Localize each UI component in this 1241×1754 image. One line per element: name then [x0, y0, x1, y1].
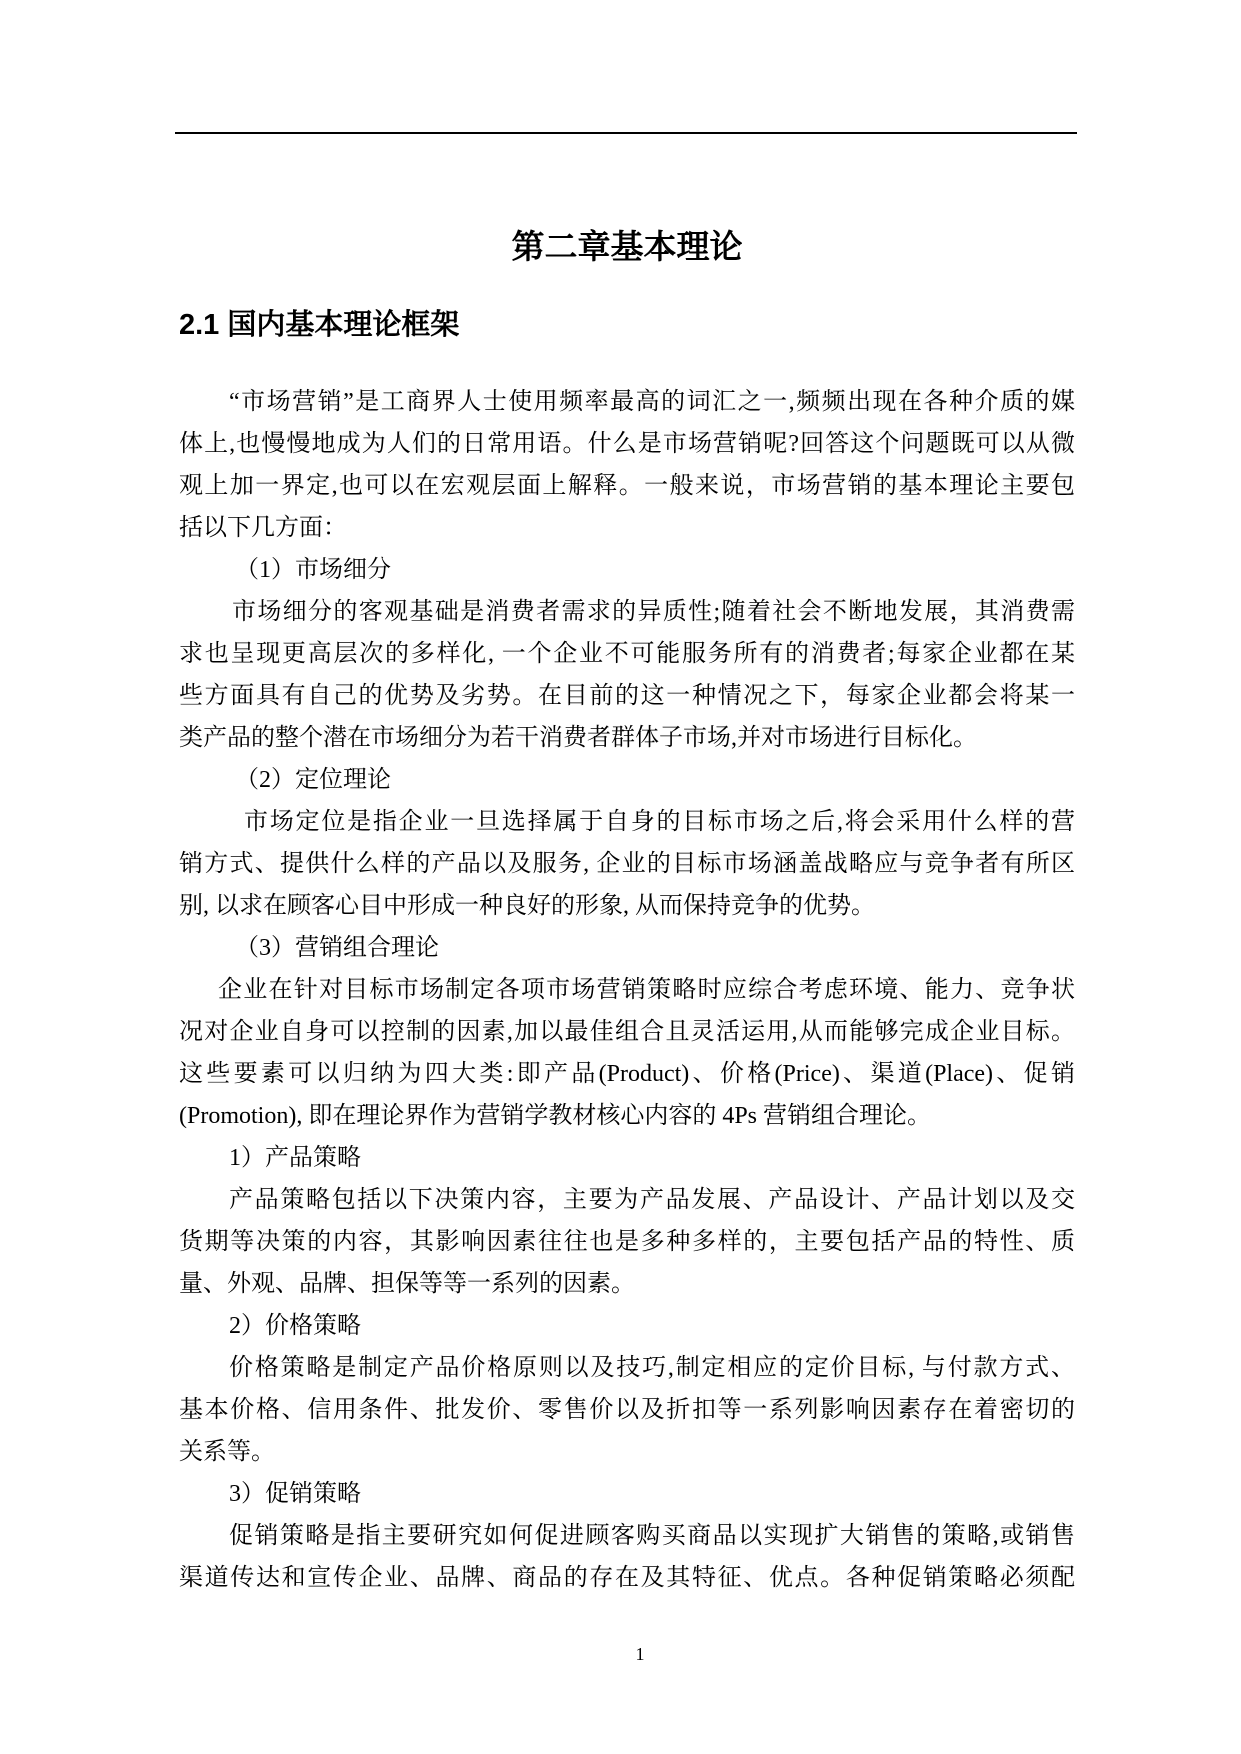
paragraph-line: 求也呈现更高层次的多样化, 一个企业不可能服务所有的消费者;每家企业都在某: [179, 641, 1075, 667]
subheading: 2）价格策略: [229, 1313, 361, 1339]
subheading: （1）市场细分: [235, 557, 391, 583]
paragraph-line: 观上加一界定,也可以在宏观层面上解释。一般来说，市场营销的基本理论主要包: [179, 473, 1075, 499]
paragraph-line: 这些要素可以归纳为四大类:即产品(Product)、价格(Price)、渠道(Place)、促销: [179, 1061, 1075, 1087]
subheading: 3）促销策略: [229, 1481, 361, 1507]
paragraph-line: 销方式、提供什么样的产品以及服务, 企业的目标市场涵盖战略应与竞争者有所区: [179, 851, 1075, 877]
paragraph-line: (Promotion), 即在理论界作为营销学教材核心内容的 4Ps 营销组合理论。: [179, 1103, 932, 1129]
section-market-segmentation: [179, 549, 1075, 759]
paragraph-intro: [179, 381, 1075, 549]
paragraph-line: “市场营销”是工商界人士使用频率最高的词汇之一,频频出现在各种介质的媒: [229, 389, 1075, 415]
paragraph-line: 类产品的整个潜在市场细分为若干消费者群体子市场,并对市场进行目标化。: [179, 725, 977, 751]
paragraph-line: 产品策略包括以下决策内容，主要为产品发展、产品设计、产品计划以及交: [229, 1187, 1075, 1213]
paragraph-line: 些方面具有自己的优势及劣势。在目前的这一种情况之下，每家企业都会将某一: [179, 683, 1075, 709]
body-text: [179, 381, 1075, 1599]
paragraph-line: 括以下几方面：: [179, 515, 347, 541]
paragraph-line: 关系等。: [179, 1439, 275, 1465]
chapter-title: 第二章基本理论: [511, 228, 743, 265]
section-product-strategy: [179, 1137, 1075, 1305]
paragraph-line: 体上,也慢慢地成为人们的日常用语。什么是市场营销呢?回答这个问题既可以从微: [179, 431, 1075, 457]
paragraph-line: 货期等决策的内容，其影响因素往往也是多种多样的，主要包括产品的特性、质: [179, 1229, 1075, 1255]
paragraph-line: 况对企业自身可以控制的因素,加以最佳组合且灵活运用,从而能够完成企业目标。: [179, 1019, 1075, 1045]
paragraph-line: 渠道传达和宣传企业、品牌、商品的存在及其特征、优点。各种促销策略必须配: [179, 1565, 1075, 1591]
paragraph-line: 市场定位是指企业一旦选择属于自身的目标市场之后,将会采用什么样的营: [244, 809, 1075, 835]
paragraph-line: 别, 以求在顾客心目中形成一种良好的形象, 从而保持竞争的优势。: [179, 893, 875, 919]
paragraph-line: 促销策略是指主要研究如何促进顾客购买商品以实现扩大销售的策略,或销售: [229, 1523, 1075, 1549]
section-positioning-theory: [179, 759, 1075, 927]
paragraph-line: 基本价格、信用条件、批发价、零售价以及折扣等一系列影响因素存在着密切的: [179, 1397, 1075, 1423]
paragraph-line: 价格策略是制定产品价格原则以及技巧,制定相应的定价目标, 与付款方式、: [229, 1355, 1075, 1381]
section-marketing-mix: [179, 927, 1075, 1137]
header-rule: [175, 132, 1077, 134]
subheading: （2）定位理论: [235, 767, 391, 793]
section-heading: 2.1 国内基本理论框架: [179, 309, 460, 341]
paragraph-line: 市场细分的客观基础是消费者需求的异质性;随着社会不断地发展，其消费需: [232, 599, 1075, 625]
paragraph-line: 量、外观、品牌、担保等等一系列的因素。: [179, 1271, 635, 1297]
subheading: （3）营销组合理论: [235, 935, 439, 961]
paragraph-line: 企业在针对目标市场制定各项市场营销策略时应综合考虑环境、能力、竞争状: [218, 977, 1075, 1003]
page-number: 1: [635, 1644, 645, 1664]
section-price-strategy: [179, 1305, 1075, 1473]
section-promotion-strategy: [179, 1473, 1075, 1599]
subheading: 1）产品策略: [229, 1145, 361, 1171]
